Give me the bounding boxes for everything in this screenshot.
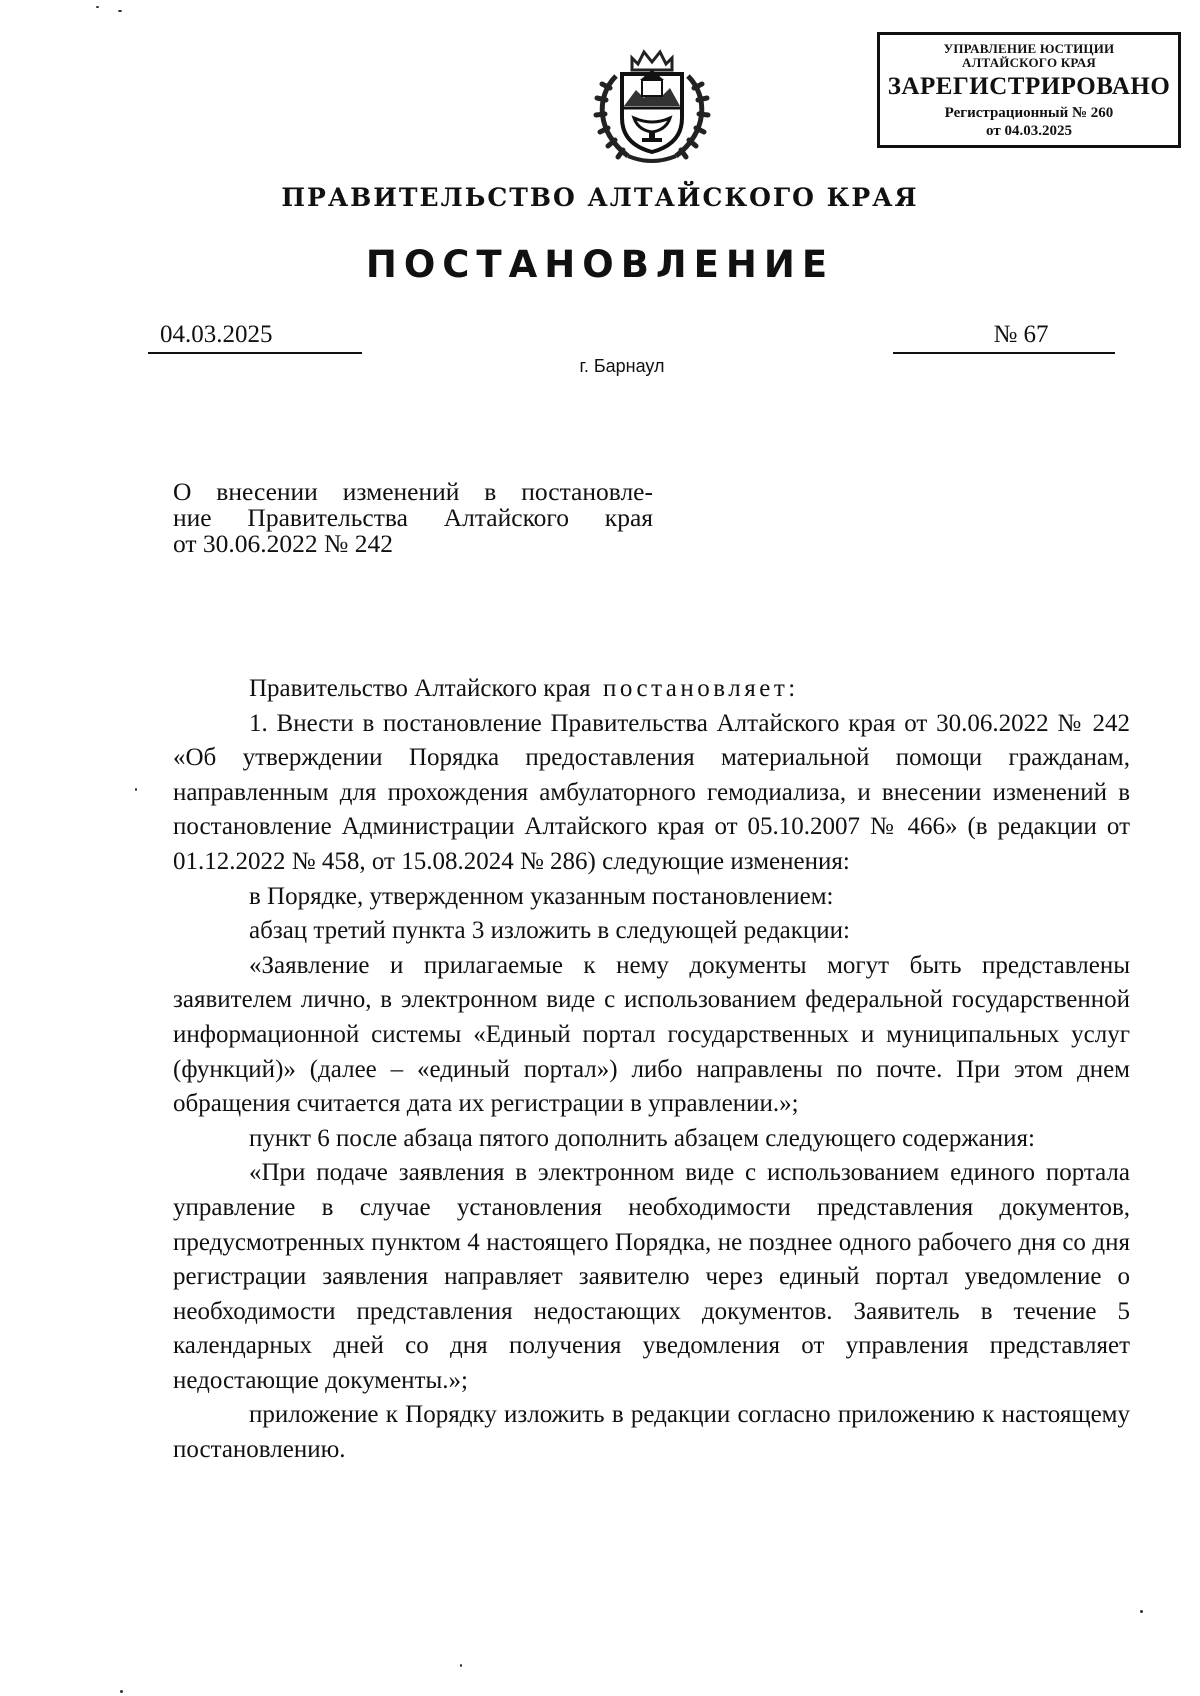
- paragraph-5: пункт 6 после абзаца пятого дополнить абзацем следующего содержания:: [249, 1124, 1035, 1152]
- paragraph-1: 1. Внести в постановление Правительства Алтайского края от 30.06.2022 № 242 «Об утверждении Порядка предоставления материальной помощи гражданам, направленным для прохождения амбулаторного гемодиализа, и внесении изменений в постановление Администрации Алтайского края от 05.10.2007 № 466» (в редакции от 01.12.2022 № 458, от 15.08.2024 № 286) следующие изменения:: [173, 709, 1130, 875]
- paragraph-3: абзац третий пункта 3 изложить в следующей редакции:: [249, 917, 850, 945]
- subject-line-1: О внесении изменений в постановле-: [173, 477, 653, 506]
- stamp-authority-line1: УПРАВЛЕНИЕ ЮСТИЦИИ: [943, 41, 1115, 56]
- paragraph-7: приложение к Порядку изложить в редакции согласно приложению к настоящему постановлению.: [173, 1401, 1130, 1464]
- document-body: [173, 672, 1130, 1468]
- document-type-title: ПОСТАНОВЛЕНИЕ: [365, 243, 835, 286]
- paragraph-2: в Порядке, утвержденном указанным постановлением:: [249, 882, 834, 910]
- subject-line-2: ние Правительства Алтайского края: [173, 503, 653, 532]
- city: г. Барнаул: [579, 356, 665, 376]
- paragraph-4: «Заявление и прилагаемые к нему документы могут быть представлены заявителем лично, в электронном виде с использованием федеральной государственной информационной системы «Единый портал государственных и муниципальных услуг (функций)» (далее – «единый портал») либо направлены по почте. При этом днем обращения считается дата их регистрации в управлении.»;: [173, 951, 1130, 1118]
- scan-speck: [460, 1664, 462, 1667]
- scan-speck: [1140, 1610, 1143, 1613]
- registration-stamp: [877, 32, 1181, 148]
- government-title: ПРАВИТЕЛЬСТВО АЛТАЙСКОГО КРАЯ: [281, 183, 919, 212]
- scan-speck: [118, 10, 122, 12]
- document-number: № 67: [993, 321, 1049, 348]
- document-date: 04.03.2025: [160, 321, 273, 348]
- paragraph-6: «При подаче заявления в электронном виде с использованием единого портала управление в случае установления необходимости представления документов, предусмотренных пунктом 4 настоящего Порядка, не позднее одного рабочего дня со дня регистрации заявления направляет заявителю через единый портал уведомление о необходимости представления недостающих документов. Заявитель в течение 5 календарных дней со дня получения уведомления от управления представляет недостающие документы.»;: [173, 1159, 1130, 1394]
- stamp-reg-number: Регистрационный № 260: [944, 105, 1114, 121]
- stamp-reg-date: от 04.03.2025: [986, 123, 1072, 139]
- document-subject: [173, 479, 653, 557]
- scan-speck: [135, 788, 137, 791]
- intro-paragraph: [173, 672, 1130, 707]
- subject-line-3: от 30.06.2022 № 242: [173, 529, 394, 558]
- stamp-authority-line2: АЛТАЙСКОГО КРАЯ: [962, 55, 1096, 70]
- scan-speck: [120, 1690, 123, 1693]
- stamp-status: ЗАРЕГИСТРИРОВАНО: [887, 73, 1171, 100]
- document-number-field: [893, 318, 1115, 354]
- document-date-field: [148, 318, 362, 354]
- altai-krai-coat-of-arms-icon: [588, 36, 716, 168]
- scan-speck: [96, 6, 99, 8]
- intro-verb: постановляет:: [602, 675, 799, 702]
- intro-prefix: Правительство Алтайского края: [249, 675, 591, 702]
